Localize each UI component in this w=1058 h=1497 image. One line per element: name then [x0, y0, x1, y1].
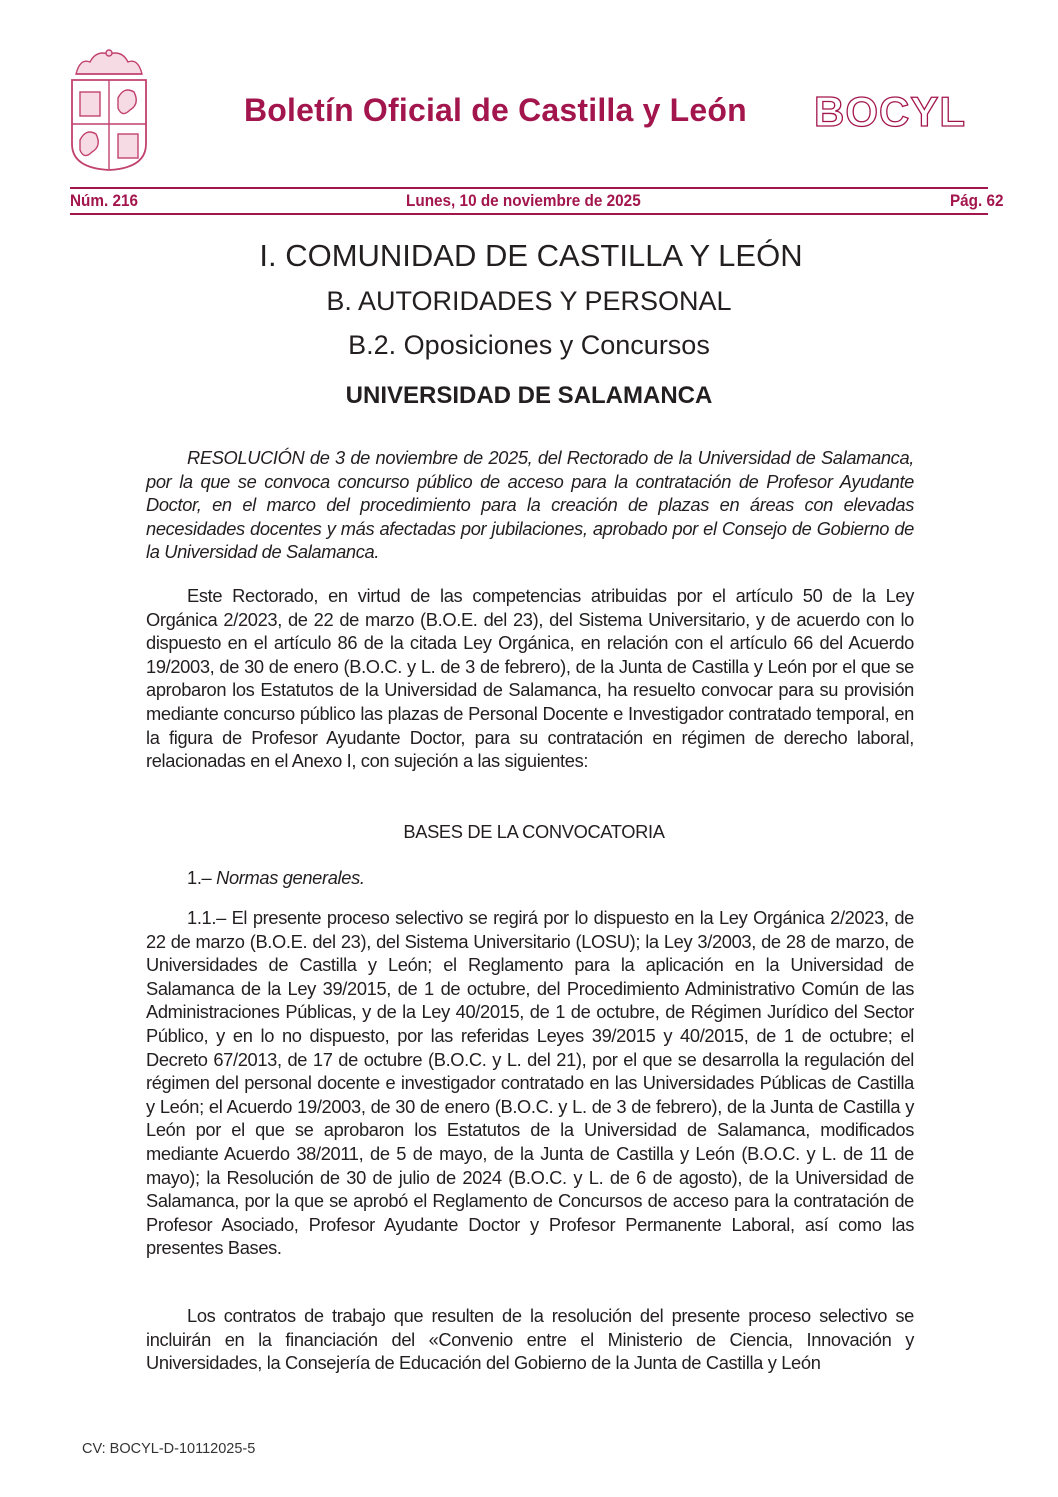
section-1-number: 1.– — [187, 867, 217, 888]
resolution-summary — [146, 446, 914, 564]
paragraph-1-1 — [146, 906, 914, 1260]
contracts-paragraph-text: Los contratos de trabajo que resulten de la resolución del presente proceso selectivo se incluirán en la financiación del «Convenio entre el Ministerio de Ciencia, Innovación y Universidades, la Consejería de Educación del Gobierno de la Junta de Castilla y León — [146, 1305, 914, 1374]
subsection-heading: B. AUTORIDADES Y PERSONAL — [326, 286, 732, 316]
issue-number: Núm. 216 — [70, 191, 139, 210]
intro-paragraph — [146, 584, 914, 773]
section-heading: I. COMUNIDAD DE CASTILLA Y LEÓN — [259, 238, 803, 273]
intro-text: Este Rectorado, en virtud de las competencias atribuidas por el artículo 50 de la Ley Orgánica 2/2023, de 22 de marzo (B.O.E. del 23), del Sistema Universitario, y de acuerdo con lo dispuesto en el artículo 86 de la citada Ley Orgánica, en relación con el artículo 66 del Acuerdo 19/2003, de 30 de enero (B.O.C. y L. de 3 de febrero), de la Junta de Castilla y León por el que se aprobaron los Estatutos de la Universidad de Salamanca, ha resuelto convocar para su provisión mediante concurso público las plazas de Personal Docente e Investigador contratado temporal, en la figura de Profesor Ayudante Doctor, para su contratación en régimen de derecho laboral, relacionadas en el Anexo I, con sujeción a las siguientes: — [146, 585, 914, 772]
page-number: Pág. 62 — [950, 191, 1004, 210]
bocyl-logo-text: BOCYL — [814, 90, 966, 134]
institution-heading: UNIVERSIDAD DE SALAMANCA — [345, 382, 713, 409]
bases-heading — [146, 820, 914, 844]
bases-heading-text: BASES DE LA CONVOCATORIA — [403, 821, 665, 842]
header-rule-bottom — [70, 213, 988, 215]
subsubsection-heading: B.2. Oposiciones y Concursos — [348, 330, 710, 360]
resolution-summary-text: RESOLUCIÓN de 3 de noviembre de 2025, del Rectorado de la Universidad de Salamanca, por la que se convoca concurso público de acceso para la contratación de Profesor Ayudante Doctor, en el marco del procedimiento para la creación de plazas en áreas con elevadas necesidades docentes y más afectadas por jubilaciones, aprobado por el Consejo de Gobierno de la Universidad de Salamanca. — [146, 447, 914, 563]
bulletin-title: Boletín Oficial de Castilla y León — [244, 92, 747, 128]
section-1-title: Normas generales. — [216, 867, 365, 888]
contracts-paragraph — [146, 1304, 914, 1375]
issue-bar — [70, 191, 1004, 211]
bocyl-logo — [812, 90, 990, 134]
cv-code: CV: BOCYL-D-10112025-5 — [82, 1441, 256, 1457]
paragraph-1-1-text: 1.1.– El presente proceso selectivo se regirá por lo dispuesto en la Ley Orgánica 2/2023, de 22 de marzo (B.O.E. del 23), del Sistema Universitario (LOSU); la Ley 3/2003, de 28 de marzo, de Universidades de Castilla y León; el Reglamento para la aplicación en la Universidad de Salamanca de la Ley 39/2015, de 1 de octubre, del Procedimiento Administrativo Común de las Administraciones Públicas, y de la Ley 40/2015, de 1 de octubre, de Régimen Jurídico del Sector Público, y en lo no dispuesto, por las referidas Leyes 39/2015 y 40/2015, de 1 de octubre; el Decreto 67/2013, de 17 de octubre (B.O.C. y L. del 21), por el que se desarrolla la regulación del régimen del personal docente e investigador contratado en las Universidades Públicas de Castilla y León; el Acuerdo 19/2003, de 30 de enero (B.O.C. y L. de 3 de febrero), de la Junta de Castilla y León por el que se aprobaron los Estatutos de la Universidad de Salamanca, modificados mediante Acuerdo 38/2011, de 5 de mayo, de la Junta de Castilla y León (B.O.C. y L. de 11 de mayo); la Resolución de 30 de julio de 2024 (B.O.C. y L. de 6 de agosto), de la Universidad de Salamanca, por la que se aprobó el Reglamento de Concursos de acceso para la contratación de Profesor Asociado, Profesor Ayudante Doctor y Profesor Permanente Laboral, así como las presentes Bases. — [146, 907, 914, 1259]
coat-of-arms-icon — [68, 48, 150, 172]
issue-date: Lunes, 10 de noviembre de 2025 — [406, 191, 641, 210]
section-1-heading — [146, 866, 914, 890]
header-rule-top — [70, 187, 988, 189]
